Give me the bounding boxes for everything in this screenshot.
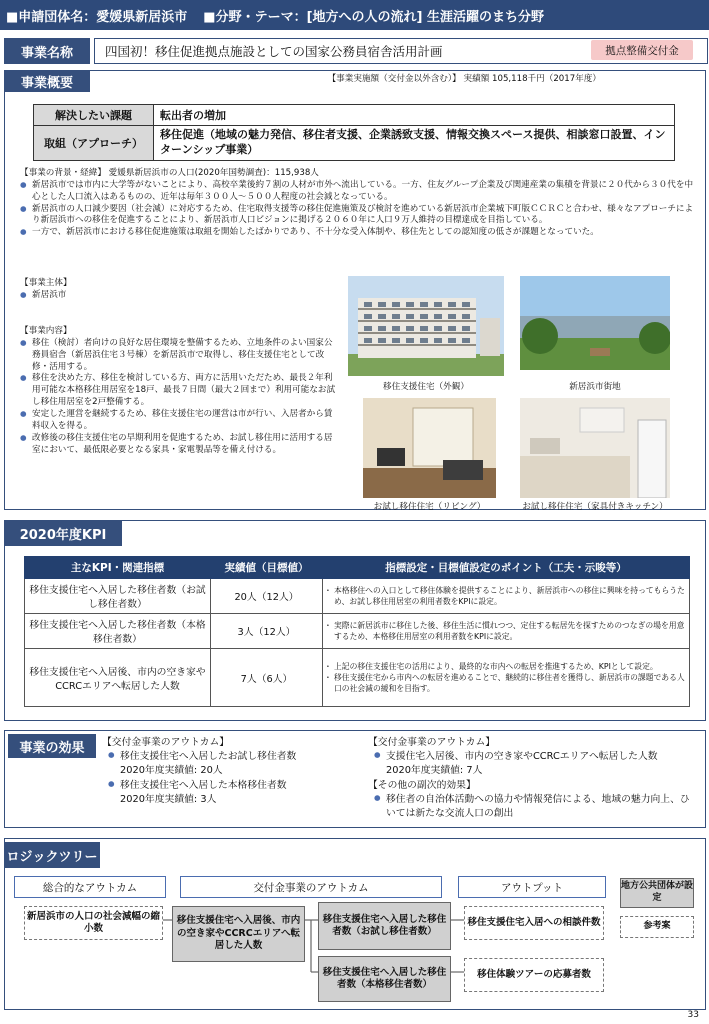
content-title: 【事業内容】 bbox=[20, 326, 72, 336]
theme-name: ■分野・テーマ：[地方への人の流れ] 生涯活躍のまち分野 bbox=[203, 9, 544, 25]
issue-header: 解決したい課題 bbox=[34, 105, 154, 126]
kpi-point: ・ 実際に新居浜市に移住した後、移住生活に慣れつつ、定住する転居先を探すためのつなぎの場を用意するため、本格移住用居室の利用者数をKPIに設定。 bbox=[326, 620, 686, 643]
kpi-header: 指標設定・目標値設定のポイント（工夫・示唆等） bbox=[323, 557, 690, 579]
logic-outcome-trial: 移住支援住宅へ入居した移住者数（お試し移住者数） bbox=[318, 902, 451, 950]
logic-overall-outcome: 新居浜市の人口の社会減幅の縮小数 bbox=[24, 906, 163, 940]
logic-head-output: アウトプット bbox=[458, 876, 606, 898]
logic-outcome-full: 移住支援住宅へ入居した移住者数（本格移住者数） bbox=[318, 956, 451, 1002]
photo-caption: お試し移住住宅（リビング） bbox=[373, 502, 486, 512]
approach-header: 取組（アプローチ） bbox=[34, 126, 154, 161]
effect-item-text: ● 移住支援住宅へ入居した本格移住者数 bbox=[120, 779, 287, 791]
overview-label: 事業概要 bbox=[4, 70, 90, 92]
background-item: ● 一方で、新居浜市における移住促進施策は取組を開始したばかりであり、不十分な受入体制や、移住先としての認知度の低さが課題となっていた。 bbox=[20, 227, 700, 239]
photo-caption: 新居浜市街地 bbox=[569, 382, 621, 392]
entity-item: ● 新居浜市 bbox=[20, 290, 340, 302]
grant-badge: 拠点整備交付金 bbox=[591, 40, 693, 60]
effect-result: 2020年度実績値: 3人 bbox=[120, 793, 217, 805]
project-title: 四国初！移住促進拠点施設としての国家公務員宿舎活用計画 bbox=[94, 38, 708, 64]
background-item: ● 新居浜市の人口減少要因（社会減）に対応するため、住宅取得支援等の移住促進施策及び検討を進めている新居浜市企業城下町版ＣＣＲＣと合わせ、様々なアプローチにより新居浜市への移住を促進することにより、新居浜市人口ビジョンに掲げる２０６０年に人口９万人維持の目標達成を目指している。 bbox=[20, 204, 700, 228]
content-item: ● 移住を決めた方、移住を検討している方、両方に活用いただため、最長２年利用可能な本格移住用居室を18戸、最長７日間（最大２回まで）利用可能なお試し移住用居室を2戸整備する。 bbox=[20, 373, 336, 409]
issue-value: 転出者の増加 bbox=[154, 105, 675, 126]
photo-caption: 移住支援住宅（外観） bbox=[383, 382, 469, 392]
legend-solid: 地方公共団体が設定 bbox=[620, 878, 694, 908]
content-item: ● 移住（検討）者向けの良好な居住環境を整備するため、立地条件のよい国家公務員宿舎（新居浜住宅３号棟）を新居浜市で取得し、移住支援住宅として改修・活用する。 bbox=[20, 338, 336, 374]
project-cost: 【事業実施額（交付金以外含む）】 実績額 105,118千円（2017年度） bbox=[327, 74, 601, 84]
kpi-point: ・ 上記の移住支援住宅の活用により、最終的な市内への転居を推進するため、KPIとして設定。 bbox=[326, 661, 686, 672]
logic-mid-outcome: 移住支援住宅へ入居後、市内の空き家やCCRCエリアへ転居した人数 bbox=[172, 906, 305, 962]
content-item: ● 安定した運営を継続するため、移住支援住宅の運営は市が行い、入居者から賃料収入を得る。 bbox=[20, 409, 336, 433]
kpi-header: 実績値（目標値） bbox=[211, 557, 323, 579]
background-title: 【事業の背景・経緯】 愛媛県新居浜市の人口(2020年国勢調査)：115,938人 bbox=[20, 168, 319, 178]
kpi-name: 移住支援住宅へ入居した移住者数（本格移住者数） bbox=[25, 614, 211, 649]
effect-item: ● 移住者の自治体活動への協力や情報発信による、地域の魅力向上、ひいては新たな交流人口の創出 bbox=[374, 793, 698, 821]
page-number: 33 bbox=[687, 1010, 699, 1020]
kpi-value: 3人（12人） bbox=[211, 614, 323, 649]
legend-dash: 参考案 bbox=[620, 916, 694, 938]
kpi-value: 20人（12人） bbox=[211, 579, 323, 614]
kpi-header: 主なKPI・関連指標 bbox=[25, 557, 211, 579]
kpi-name: 移住支援住宅へ入居後、市内の空き家やCCRCエリアへ転居した人数 bbox=[25, 649, 211, 707]
effects-side-title: 【その他の副次的効果】 bbox=[368, 779, 476, 791]
effect-item-text: ● 移住支援住宅へ入居したお試し移住者数 bbox=[120, 751, 297, 763]
effects-label: 事業の効果 bbox=[8, 734, 96, 758]
kpi-label: 2020年度KPI bbox=[4, 520, 122, 546]
logic-tree-label: ロジックツリー bbox=[4, 842, 100, 868]
logic-output-consult: 移住支援住宅入居への相談件数 bbox=[464, 906, 604, 940]
effect-result: 2020年度実績値: 7人 bbox=[386, 765, 483, 777]
entity-title: 【事業主体】 bbox=[20, 278, 72, 288]
kpi-value: 7人（6人） bbox=[211, 649, 323, 707]
content-item: ● 改修後の移住支援住宅の早期利用を促進するため、お試し移住用に活用する居室において、最低限必要となる家具・家電製品等を備え付ける。 bbox=[20, 433, 336, 457]
kpi-point: ・ 本格移住への入口として移住体験を提供することにより、新居浜市への移住に興味を持ってもらうため、お試し移住用居室の利用者数をKPIに設定。 bbox=[326, 585, 686, 608]
kpi-point: ・ 移住支援住宅から市内への転居を進めることで、継続的に移住者を獲得し、新居浜市の課題である人口の社会減の緩和を目指す。 bbox=[326, 672, 686, 695]
effect-item-text: ● 支援住宅入居後、市内の空き家やCCRCエリアへ転居した人数 bbox=[386, 751, 658, 763]
effects-left-title: 【交付金事業のアウトカム】 bbox=[102, 737, 230, 748]
project-name-label: 事業名称 bbox=[4, 38, 90, 64]
photo-caption: お試し移住住宅（家具付きキッチン） bbox=[522, 502, 668, 512]
applicant-name: ■申請団体名：愛媛県新居浜市 bbox=[6, 9, 188, 25]
effects-right-title: 【交付金事業のアウトカム】 bbox=[368, 737, 496, 748]
effect-result: 2020年度実績値: 20人 bbox=[120, 765, 223, 777]
logic-output-tour: 移住体験ツアーの応募者数 bbox=[464, 958, 604, 992]
logic-head-overall: 総合的なアウトカム bbox=[14, 876, 166, 898]
background-item: ● 新居浜市では市内に大学等がないことにより、高校卒業後約７割の人材が市外へ流出している。一方、住友グループ企業及び関連産業の集積を背景に２０代から３０代を中心とした人口流入はあるものの、近年は毎年３００人～５００人程度の社会減となっている。 bbox=[20, 180, 700, 204]
logic-head-outcome: 交付金事業のアウトカム bbox=[180, 876, 442, 898]
approach-value: 移住促進（地域の魅力発信、移住者支援、企業誘致支援、情報交換スペース提供、相談窓口設置、インターンシップ事業） bbox=[154, 126, 675, 161]
kpi-name: 移住支援住宅へ入居した移住者数（お試し移住者数） bbox=[25, 579, 211, 614]
